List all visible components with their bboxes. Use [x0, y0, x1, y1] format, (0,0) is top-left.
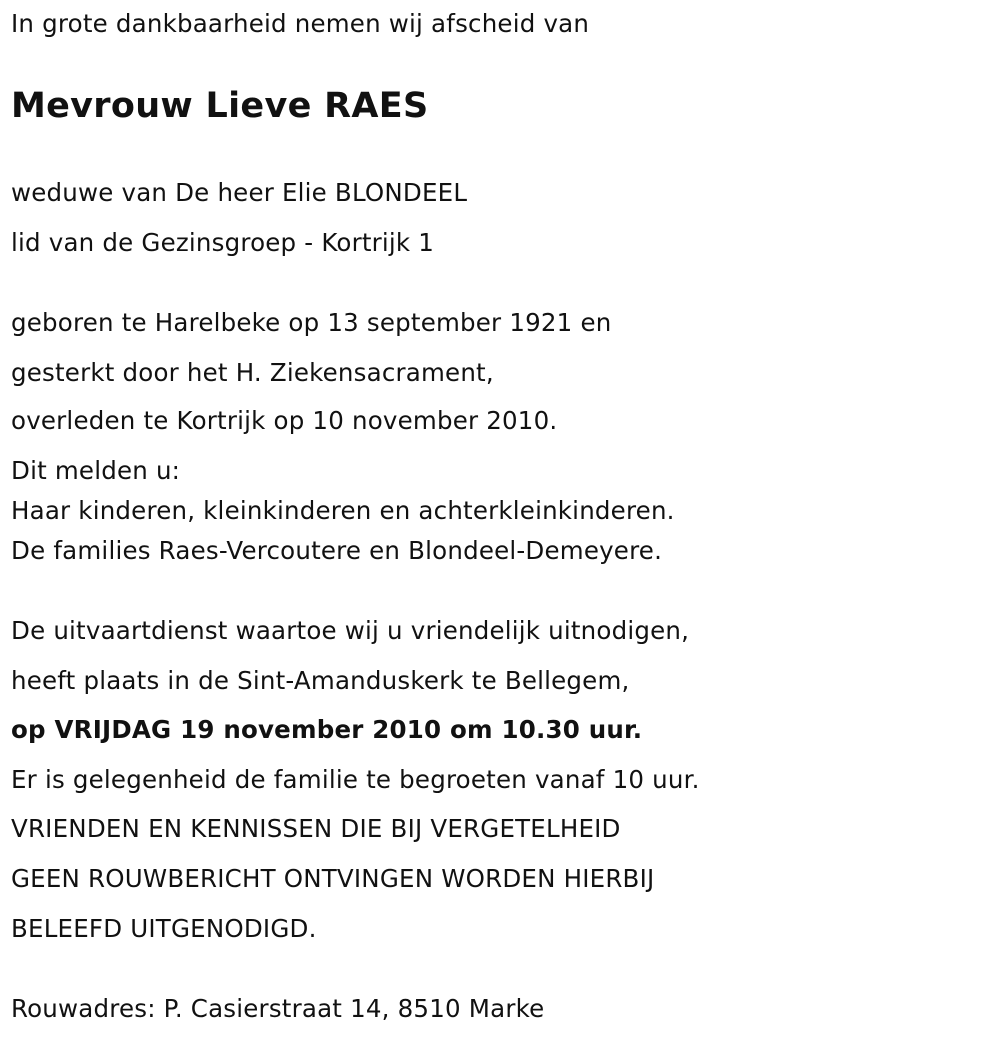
widow-relation: weduwe van De heer Elie BLONDEEL: [11, 178, 468, 207]
funeral-invite: De uitvaartdienst waartoe wij u vriendelijk uitnodigen,: [11, 616, 690, 645]
membership-line: lid van de Gezinsgroep - Kortrijk 1: [11, 228, 435, 257]
announce-intro: Dit melden u:: [11, 456, 181, 485]
greeting-line: Er is gelegenheid de familie te begroeten vanaf 10 uur.: [11, 765, 700, 794]
sacrament-line: gesterkt door het H. Ziekensacrament,: [11, 358, 494, 387]
announce-children: Haar kinderen, kleinkinderen en achterkleinkinderen.: [11, 496, 675, 525]
notice-line-3: BELEEFD UITGENODIGD.: [11, 914, 317, 943]
announce-families: De families Raes-Vercoutere en Blondeel-Demeyere.: [11, 536, 663, 565]
intro-text: In grote dankbaarheid nemen wij afscheid van: [11, 9, 590, 38]
funeral-place: heeft plaats in de Sint-Amanduskerk te Bellegem,: [11, 666, 630, 695]
birth-line: geboren te Harelbeke op 13 september 1921 en: [11, 308, 612, 337]
death-line: overleden te Kortrijk op 10 november 2010.: [11, 406, 558, 435]
funeral-date: op VRIJDAG 19 november 2010 om 10.30 uur.: [11, 715, 643, 744]
notice-line-2: GEEN ROUWBERICHT ONTVINGEN WORDEN HIERBIJ: [11, 864, 655, 893]
notice-line-1: VRIENDEN EN KENNISSEN DIE BIJ VERGETELHEID: [11, 814, 621, 843]
mourning-address: Rouwadres: P. Casierstraat 14, 8510 Marke: [11, 994, 545, 1023]
deceased-name: Mevrouw Lieve RAES: [11, 86, 429, 126]
